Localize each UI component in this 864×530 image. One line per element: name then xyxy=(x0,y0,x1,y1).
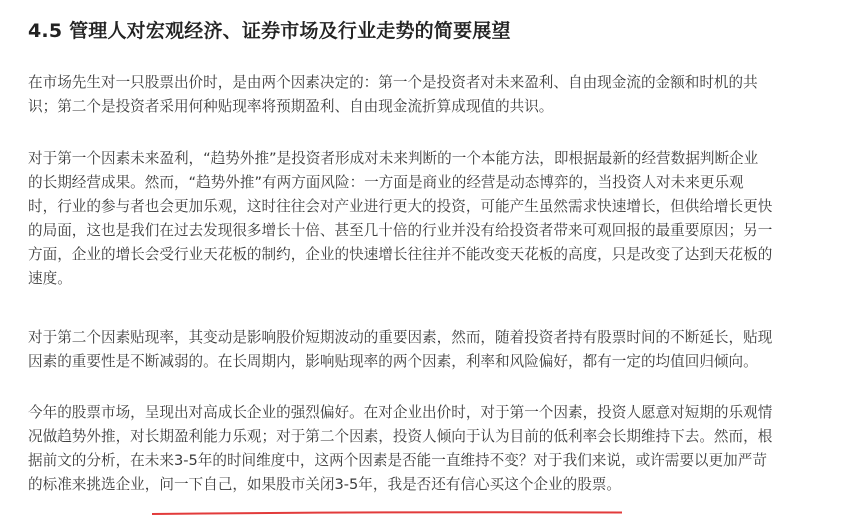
paragraph-line: 况做趋势外推，对长期盈利能力乐观；对于第二个因素，投资人倾向于认为目前的低利率会长期维持下去。然而，根 xyxy=(28,428,773,445)
paragraph-line: 方面，企业的增长会受行业天花板的制约，企业的快速增长往往并不能改变天花板的高度，只是改变了达到天花板的 xyxy=(28,246,773,263)
paragraph-line: 的标准来挑选企业，问一下自己，如果股市关闭3-5年，我是否还有信心买这个企业的股票。 xyxy=(28,476,621,493)
paragraph-line: 因素的重要性是不断减弱的。在长周期内，影响贴现率的两个因素，利率和风险偏好，都有一定的均值回归倾向。 xyxy=(28,353,758,370)
paragraph-line: 速度。 xyxy=(28,270,72,287)
paragraph-line: 对于第二个因素贴现率，其变动是影响股价短期波动的重要因素，然而，随着投资者持有股票时间的不断延长，贴现 xyxy=(28,329,773,346)
paragraph-line: 今年的股票市场，呈现出对高成长企业的强烈偏好。在对企业出价时，对于第一个因素，投资人愿意对短期的乐观情 xyxy=(28,404,773,421)
paragraph-line: 时，行业的参与者也会更加乐观，这时往往会对产业进行更大的投资，可能产生虽然需求快速增长，但供给增长更快 xyxy=(28,198,773,215)
paragraph-future-earnings xyxy=(28,147,840,291)
section-title: 4.5 管理人对宏观经济、证券市场及行业走势的简要展望 xyxy=(28,20,511,42)
paragraph-discount-rate xyxy=(28,326,840,374)
paragraph-line: 据前文的分析，在未来3-5年的时间维度中，这两个因素是否能一直维持不变？对于我们来说，或许需要以更加严苛 xyxy=(28,452,767,469)
red-underline-annotation xyxy=(152,510,622,516)
paragraph-market-pricing xyxy=(28,71,840,119)
paragraph-line: 在市场先生对一只股票出价时，是由两个因素决定的：第一个是投资者对未来盈利、自由现金流的金额和时机的共 xyxy=(28,74,758,91)
paragraph-line: 识；第二个是投资者采用何种贴现率将预期盈利、自由现金流折算成现值的共识。 xyxy=(28,98,554,115)
paragraph-line: 对于第一个因素未来盈利，“趋势外推”是投资者形成对未来判断的一个本能方法，即根据最新的经营数据判断企业 xyxy=(28,150,759,167)
paragraph-line: 的长期经营成果。然而，“趋势外推”有两方面风险：一方面是商业的经营是动态博弈的，当投资人对未来更乐观 xyxy=(28,174,744,191)
paragraph-this-year-market xyxy=(28,401,840,497)
paragraph-line: 的局面，这也是我们在过去发现很多增长十倍、甚至几十倍的行业并没有给投资者带来可观回报的最重要原因；另一 xyxy=(28,222,773,239)
